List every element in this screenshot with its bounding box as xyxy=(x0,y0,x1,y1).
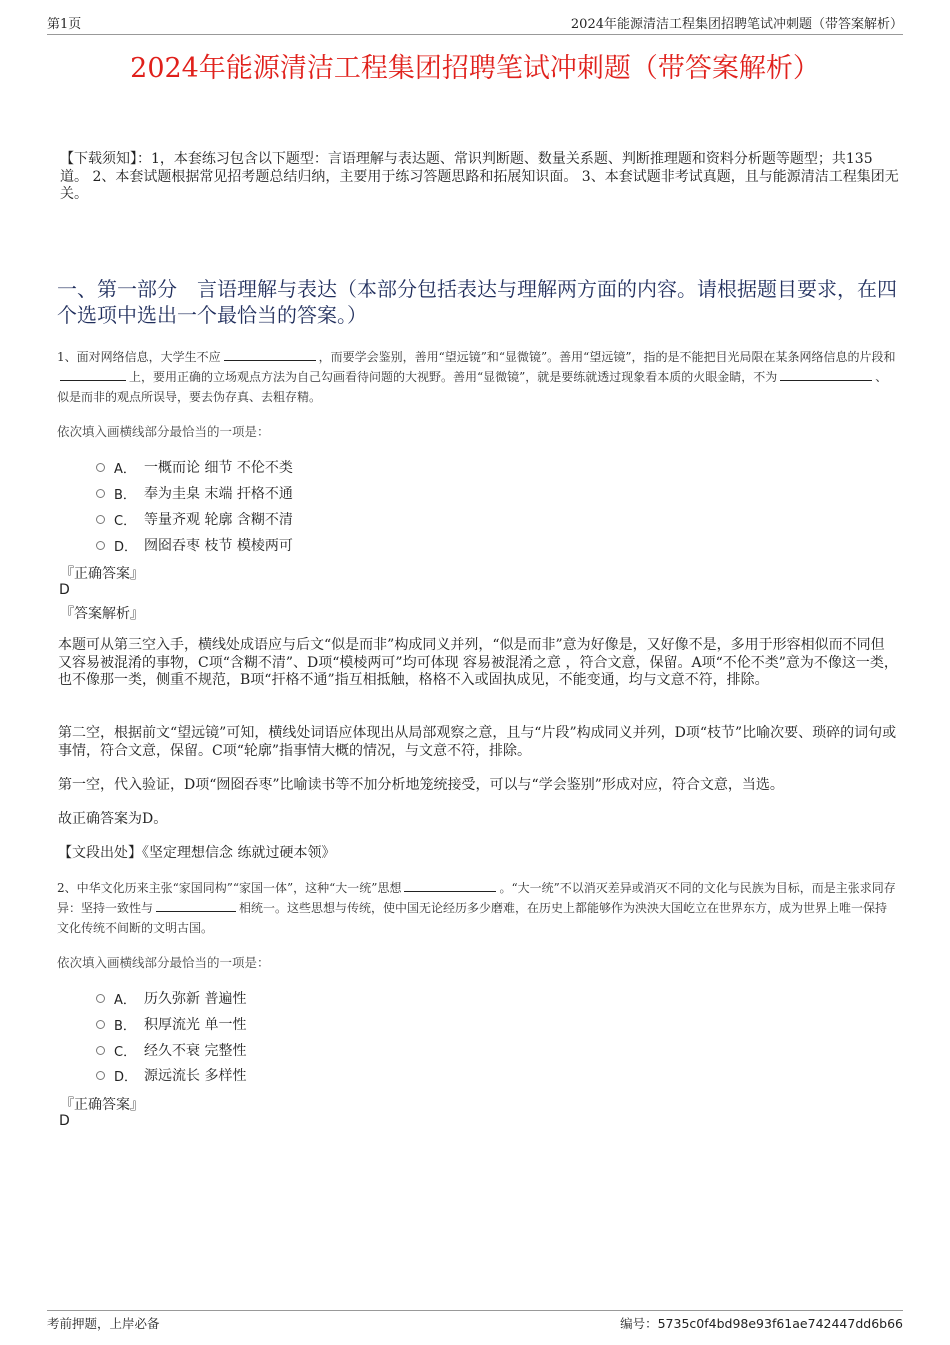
radio-icon[interactable] xyxy=(96,1046,105,1055)
question-2-stem xyxy=(57,878,899,938)
radio-icon[interactable] xyxy=(96,515,105,524)
radio-icon[interactable] xyxy=(96,1020,105,1029)
q1-analysis-conclusion: 故正确答案为D。 xyxy=(58,811,168,827)
question-2-prompt: 依次填入画横线部分最恰当的一项是： xyxy=(57,955,270,970)
blank-2 xyxy=(60,368,126,381)
question-1-prompt: 依次填入画横线部分最恰当的一项是： xyxy=(57,424,270,439)
q2-option-b[interactable]: B． 积厚流光 单一性 xyxy=(96,1014,246,1034)
question-text: 、似是而非的观点所误导，要去伪存真、去粗存精。 xyxy=(57,370,888,404)
blank-2 xyxy=(156,899,236,912)
q1-option-a[interactable]: A． 一概而论 细节 不伦不类 xyxy=(96,457,293,477)
download-notice: 【下载须知】：1，本套练习包含以下题型：言语理解与表达题、常识判断题、数量关系题、判断推理题和资料分析题等题型；共135道。 2、本套试题根据常见招考题总结归纳，主要用于练习答题思路和拓展知识面。 3、本套试题非考试真题，且与能源清洁工程集团无关。 xyxy=(60,151,899,202)
blank-1 xyxy=(224,348,316,361)
q1-option-d[interactable]: D． 囫囵吞枣 枝节 模棱两可 xyxy=(96,535,293,555)
page-number: 第1页 xyxy=(47,17,82,32)
q1-analysis-paragraph: 第二空，根据前文“望远镜”可知，横线处词语应体现出从局部观察之意，且与“片段”构成同义并列，D项“枝节”比喻次要、琐碎的词句或事情，符合文意，保留。C项“轮廓”指事情大概的情况，与文意不符，排除。 xyxy=(58,725,897,759)
question-text: 1、面对网络信息，大学生不应 xyxy=(57,350,221,364)
q1-option-b[interactable]: B． 奉为圭臬 末端 扞格不通 xyxy=(96,483,293,503)
radio-icon[interactable] xyxy=(96,489,105,498)
question-text: 上，要用正确的立场观点方法为自己勾画看待问题的大视野。善用“显微镜”，就是要练就透过现象看本质的火眼金睛，不为 xyxy=(129,370,778,384)
blank-1 xyxy=(404,879,496,892)
q2-answer: D xyxy=(59,1113,70,1129)
question-text: 2、中华文化历来主张“家国同构”“家国一体”，这种“大一统”思想 xyxy=(57,881,402,895)
q2-answer-label: 『正确答案』 xyxy=(60,1097,144,1113)
question-text: ，而要学会鉴别，善用“望远镜”和“显微镜”。善用“望远镜”，指的是不能把目光局限在某条网络信息的片段和 xyxy=(318,350,896,364)
section-title: 一、第一部分 言语理解与表达（本部分包括表达与理解两方面的内容。请根据题目要求，在四个选项中选出一个最恰当的答案。） xyxy=(57,277,897,327)
q2-option-c[interactable]: C． 经久不衰 完整性 xyxy=(96,1040,246,1060)
q1-source: 【文段出处】《坚定理想信念 练就过硬本领》 xyxy=(58,845,336,861)
radio-icon[interactable] xyxy=(96,994,105,1003)
q1-option-c[interactable]: C． 等量齐观 轮廓 含糊不清 xyxy=(96,509,293,529)
radio-icon[interactable] xyxy=(96,1071,105,1080)
q1-answer: D xyxy=(59,582,70,598)
footer-code: 编号：5735c0f4bd98e93f61ae742447dd6b66 xyxy=(620,1316,903,1331)
radio-icon[interactable] xyxy=(96,541,105,550)
footer-slogan: 考前押题，上岸必备 xyxy=(47,1316,160,1331)
document-title: 2024年能源清洁工程集团招聘笔试冲刺题（带答案解析） xyxy=(130,53,820,84)
q1-analysis-label: 『答案解析』 xyxy=(60,606,144,622)
radio-icon[interactable] xyxy=(96,463,105,472)
page-footer xyxy=(47,1310,903,1332)
q2-option-d[interactable]: D． 源远流长 多样性 xyxy=(96,1065,246,1085)
blank-3 xyxy=(780,368,872,381)
q1-answer-label: 『正确答案』 xyxy=(60,566,144,582)
q2-option-a[interactable]: A． 历久弥新 普遍性 xyxy=(96,988,246,1008)
page-header xyxy=(47,12,903,35)
question-1-stem xyxy=(57,347,899,407)
header-doc-title: 2024年能源清洁工程集团招聘笔试冲刺题（带答案解析） xyxy=(570,17,903,32)
q1-analysis-paragraph: 本题可从第三空入手，横线处成语应与后文“似是而非”构成同义并列，“似是而非”意为好像是，又好像不是，多用于形容相似而不同但又容易被混淆的事物，C项“含糊不清”、D项“模棱两可”均可体现 容易被混淆之意 ，符合文意，保留。A项“不伦不类”意为不像这一类，也不像那一类，侧重不规范，B项“扞格不通”指互相抵触，格格不入或固执成见，不能变通，均与文意不符，排除。 xyxy=(58,637,898,689)
q1-analysis-paragraph: 第一空，代入验证，D项“囫囵吞枣”比喻读书等不加分析地笼统接受，可以与“学会鉴别”形成对应，符合文意，当选。 xyxy=(58,777,784,793)
question-text: 。“大一统”不以消灭差异或消灭不同的文化与民族为目标，而是主张求同存异：坚持一致性与 xyxy=(57,881,896,915)
question-text: 相统一。这些思想与传统，使中国无论经历多少磨难，在历史上都能够作为泱泱大国屹立在世界东方，成为世界上唯一保持文化传统不间断的文明古国。 xyxy=(57,901,888,935)
